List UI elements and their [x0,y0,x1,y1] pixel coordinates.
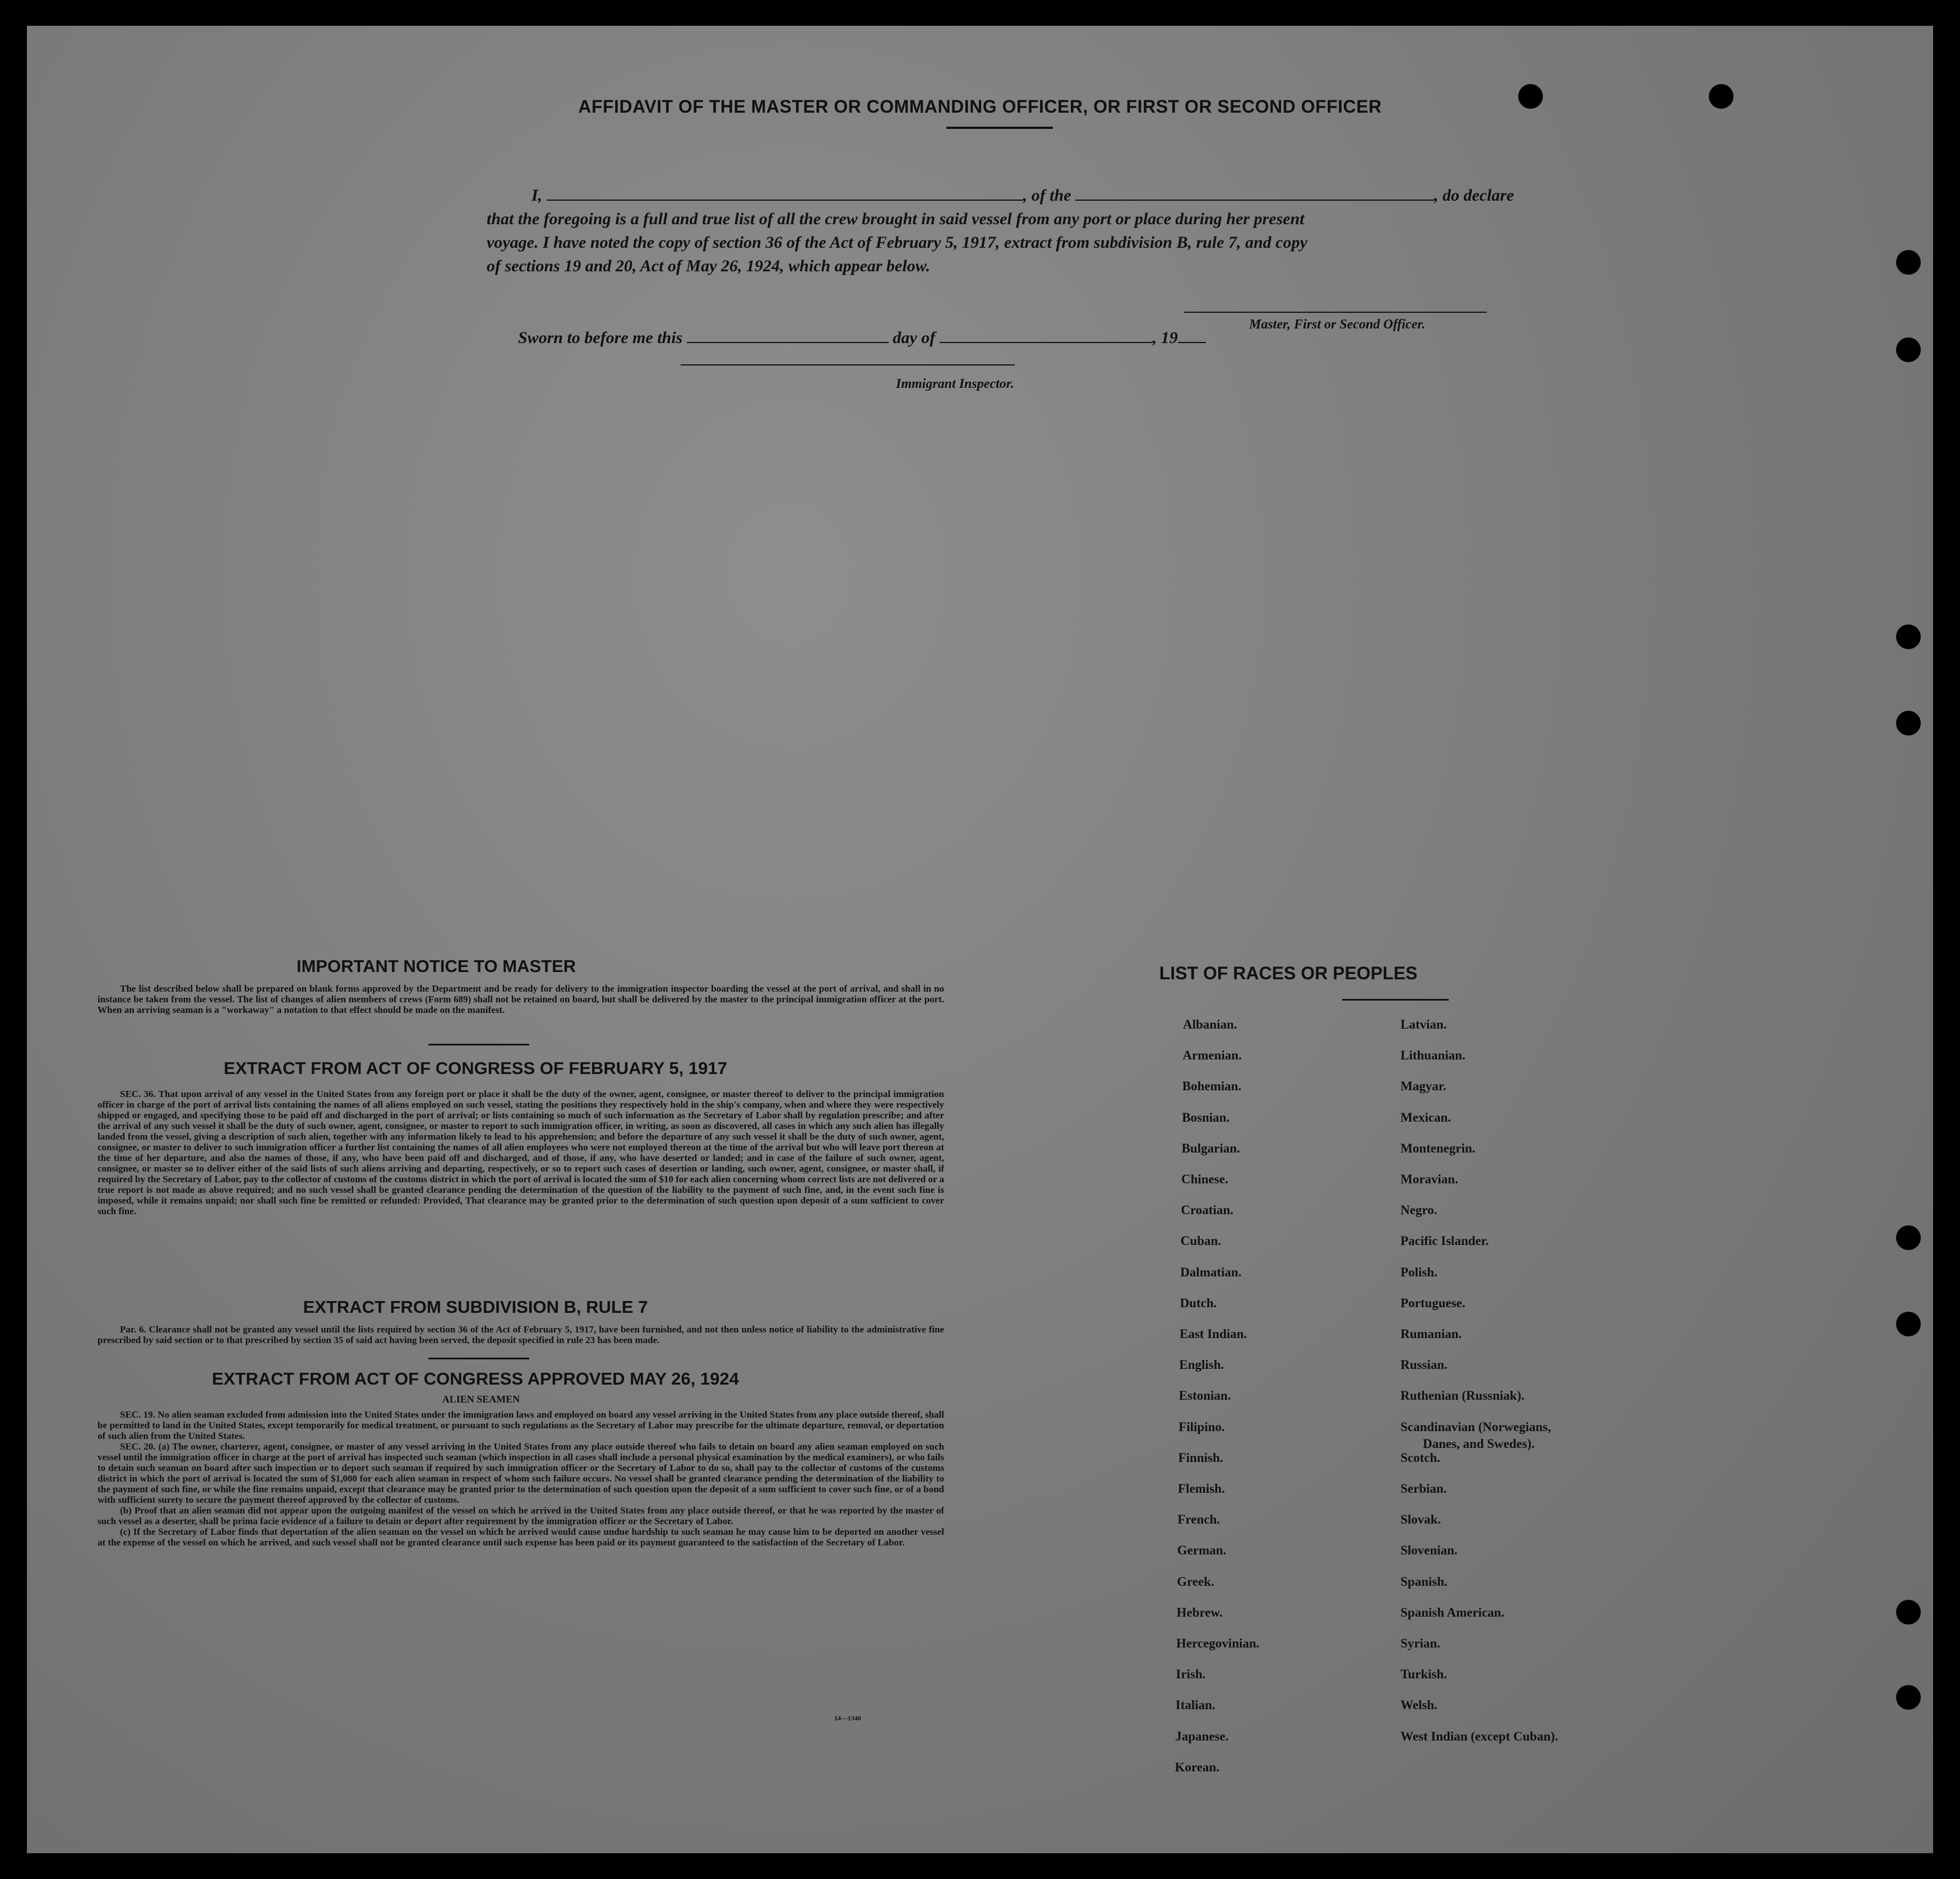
races-rule [1342,999,1449,1001]
notice-body [98,983,944,1015]
race-item: Estonian. [1178,1389,1231,1403]
race-item: Hercegovinian. [1176,1636,1260,1650]
race-item: Filipino. [1178,1419,1225,1434]
affidavit-text [487,184,1563,278]
affidavit-do-declare: , do declare [1434,186,1514,205]
punch-hole [1896,624,1921,649]
race-item: Russian. [1400,1358,1448,1372]
sec20a-paragraph: SEC. 20. (a) The owner, charterer, agent, consignee, or master of any vessel arriving in the United States from any place outside thereof who fails to detain on board any alien seaman employed on such vessel until the immigration officer in charge at the port of arrival has inspected such seaman (which inspection in all cases shall include a personal physical examination by the medical examiners), or who fails to detain such seaman on board after such inspection or to deport such seaman if required by such immigration officer or the Secretary of Labor to do so, shall pay to the collector of customs of the customs district in which the port of arrival is located the sum of $1,000 for each alien seaman in respect of whom such failure occurs. No vessel shall be granted clearance pending the determination of the liability to the payment of such fine, or while the fine remains unpaid, except that clearance may be granted prior to the determination of such question upon the deposit of a sum sufficient to cover such fine, or of a bond with sufficient surety to secure the payment thereof approved by the collector of customs. [98,1441,944,1505]
race-item: Bosnian. [1182,1110,1230,1124]
punch-hole [1896,1225,1921,1250]
extract-1917-title: EXTRACT FROM ACT OF CONGRESS OF FEBRUARY 5, 1917 [224,1058,727,1078]
extract-1917-body [98,1089,944,1216]
race-item: Italian. [1175,1698,1215,1713]
race-item: Moravian. [1400,1172,1458,1186]
master-label: Master, First or Second Officer. [1249,317,1426,332]
sec20b-paragraph: (b) Proof that an alien seaman did not appear upon the outgoing manifest of the vessel on which he arrived in the United States from any place outside thereof, or that he was reported by the master of such vessel as a deserter, shall be prima facie evidence of a failure to detain or deport after requirement by the immigration officer or the Secretary of Labor. [98,1505,944,1526]
race-item: Scotch. [1400,1450,1440,1465]
race-item: Scandinavian (Norwegians, [1400,1419,1551,1434]
name-blank[interactable] [547,187,1023,201]
vessel-blank[interactable] [1075,187,1434,201]
race-item: Spanish American. [1400,1605,1505,1619]
affidavit-rule [946,127,1053,129]
rule7-body [98,1324,944,1345]
sworn-prefix: Sworn to before me this [518,328,683,347]
race-item: Greek. [1177,1574,1214,1589]
race-item: Rumanian. [1400,1327,1462,1341]
affidavit-line-1: that the foregoing is a full and true list of all the crew brought in said vessel from any port or place during her present [487,210,1305,228]
affidavit-line-3: of sections 19 and 20, Act of May 26, 1924, which appear below. [487,257,931,275]
punch-hole [1896,1312,1921,1336]
race-item: Cuban. [1180,1234,1222,1248]
races-title: LIST OF RACES OR PEOPLES [1159,963,1418,983]
sworn-line [518,328,1206,348]
race-item: Slovak. [1400,1512,1441,1527]
punch-hole [1896,337,1921,362]
race-item: Albanian. [1183,1017,1237,1031]
race-item: Magyar. [1400,1079,1446,1094]
race-item: English. [1179,1358,1224,1372]
sworn-year-prefix: , 19 [1152,328,1178,347]
race-item: Montenegrin. [1400,1141,1476,1155]
form-number: 14—1340 [834,1714,861,1722]
race-item: Flemish. [1178,1482,1225,1496]
master-signature-line[interactable] [1184,312,1487,313]
extract-1924-title: EXTRACT FROM ACT OF CONGRESS APPROVED MAY 26, 1924 [212,1369,739,1389]
race-item: Polish. [1400,1265,1437,1279]
race-item: German. [1177,1543,1227,1558]
race-item: Lithuanian. [1400,1048,1466,1063]
inspector-label: Immigrant Inspector. [896,377,1014,391]
affidavit-i: I, [531,186,543,205]
race-item: Finnish. [1178,1450,1223,1465]
race-item: Danes, and Swedes). [1423,1436,1535,1451]
race-item: Croatian. [1181,1203,1233,1218]
race-item: Mexican. [1400,1110,1451,1124]
notice-rule [428,1044,529,1045]
notice-paragraph: The list described below shall be prepared on blank forms approved by the Department and be ready for delivery to the immigration inspector boarding the vessel at the port of arrival, and shall in no instance be taken from the vessel. The list of changes of alien members of crews (Form 689) shall not be retained on board, but shall be delivered by the master to the principal immigration officer at the port. When an arriving seaman is a "workaway" a notation to that effect should be made on the manifest. [98,983,944,1015]
affidavit-heading: AFFIDAVIT OF THE MASTER OR COMMANDING OFFICER, OR FIRST OR SECOND OFFICER [578,96,1382,117]
race-item: Latvian. [1400,1017,1447,1031]
affidavit-line-2: voyage. I have noted the copy of section 36 of the Act of February 5, 1917, extract from subdivision B, rule 7, and copy [487,233,1307,252]
race-item: Armenian. [1182,1048,1242,1063]
race-item: Irish. [1176,1667,1206,1682]
race-item: Dalmatian. [1180,1265,1242,1279]
sec19-paragraph: SEC. 19. No alien seaman excluded from admission into the United States under the immigration laws and employed on board any vessel arriving in the United States from any place outside thereof, shall be permitted to land in the United States, except temporarily for medical treatment, or pursuant to such regulations as the Secretary of Labor may prescribe for the ultimate departure, removal, or deportation of such alien from the United States. [98,1409,944,1441]
punch-hole [1896,250,1921,275]
sworn-day-blank[interactable] [687,330,889,343]
race-item: Hebrew. [1176,1605,1223,1619]
sworn-month-blank[interactable] [940,330,1153,343]
race-item: Turkish. [1400,1667,1447,1682]
affidavit-of-the: , of the [1023,186,1071,205]
punch-hole [1896,1600,1921,1625]
race-item: Korean. [1175,1760,1220,1774]
extract-1917-paragraph: SEC. 36. That upon arrival of any vessel in the United States from any foreign port or place it shall be the duty of the owner, agent, consignee, or master thereof to deliver to the principal immigration officer in charge of the port of arrival lists containing the names of all aliens employed on such vessel, stating the positions they respectively hold in the ship's company, when and where they were respectively shipped or engaged, and specifying those to be paid off and discharged in the port of arrival; or lists containing so much of such information as the Secretary of Labor shall by regulation prescribe; and after the arrival of any such vessel it shall be the duty of such owner, agent, consignee, or master to report to such immigration officer, in writing, as soon as discovered, all cases in which any such alien has illegally landed from the vessel, giving a description of such alien, together with any information likely to lead to his apprehension; and before the departure of any such vessel it shall be the duty of such owner, agent, consignee, or master to deliver to such immigration officer a further list containing the names of all alien employees who were not employed thereon at the time of the arrival but who will leave port thereon at the time of her departure, and also the names of those, if any, who have been paid off and discharged, and of those, if any, who have deserted or landed; and in case of the failure of such owner, agent, consignee, or master so to deliver either of the said lists of such aliens arriving and departing, respectively, or so to report such cases of desertion or landing, such owner, agent, consignee, or master shall, if required by the Secretary of Labor, pay to the collector of customs of the customs district in which the port of arrival is located the sum of $10 for each alien concerning whom correct lists are not delivered or a true report is not made as above required; and no such vessel shall be granted clearance pending the determination of the question of the liability to the payment of such fine, and, in the event such fine is imposed, while it remains unpaid; nor shall such fine be remitted or refunded: Provided, That clearance may be granted prior to the determination of such question upon deposit of a sum sufficient to cover such fine. [98,1089,944,1216]
race-item: French. [1177,1512,1220,1527]
punch-hole [1896,1685,1921,1710]
sec20c-paragraph: (c) If the Secretary of Labor finds that deportation of the alien seaman on the vessel on which he arrived would cause undue hardship to such seaman he may cause him to be deported on another vessel at the expense of the vessel on which he arrived, and such vessel shall not be granted clearance until such expense has been paid or its payment guaranteed to the satisfaction of the Secretary of Labor. [98,1526,944,1548]
race-item: Slovenian. [1400,1543,1458,1558]
rule7-title: EXTRACT FROM SUBDIVISION B, RULE 7 [303,1297,648,1317]
race-item: Ruthenian (Russniak). [1400,1389,1525,1403]
document-sheet [27,26,1933,1853]
rule7-paragraph: Par. 6. Clearance shall not be granted any vessel until the lists required by section 36 of the Act of February 5, 1917, have been furnished, and not then unless notice of liability to the administrative fine prescribed by said section or to that prescribed by section 35 of said act having been served, the deposit specified in rule 23 has been made. [98,1324,944,1345]
rule7-rule [428,1358,529,1359]
punch-hole [1896,711,1921,735]
race-item: West Indian (except Cuban). [1400,1729,1559,1743]
race-item: Serbian. [1400,1482,1447,1496]
notice-title: IMPORTANT NOTICE TO MASTER [296,956,576,976]
race-item: East Indian. [1180,1327,1247,1341]
race-item: Welsh. [1400,1698,1437,1713]
race-item: Negro. [1400,1203,1437,1218]
race-item: Portuguese. [1400,1295,1466,1310]
alien-seamen-subtitle: ALIEN SEAMEN [442,1394,520,1405]
race-item: Chinese. [1181,1172,1228,1186]
race-item: Bulgarian. [1181,1141,1240,1155]
race-item: Bohemian. [1182,1079,1242,1094]
sworn-day-of: day of [893,328,936,347]
inspector-signature-line[interactable] [681,364,1015,365]
race-item: Pacific Islander. [1400,1234,1489,1248]
sworn-year-blank[interactable] [1178,330,1206,343]
affidavit-line-0 [531,184,1563,207]
race-item: Dutch. [1180,1295,1217,1310]
extract-1924-body [98,1409,944,1548]
race-item: Syrian. [1400,1636,1440,1650]
race-item: Spanish. [1400,1574,1448,1589]
race-item: Japanese. [1175,1729,1229,1743]
